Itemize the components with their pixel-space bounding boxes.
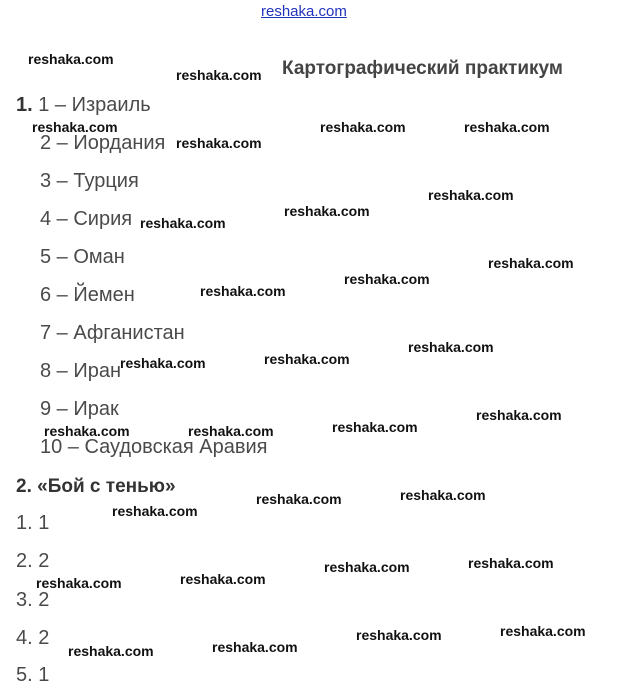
watermark: reshaka.com: [212, 639, 298, 655]
answer-item: 3. 2: [16, 589, 50, 611]
watermark: reshaka.com: [188, 423, 274, 439]
watermark: reshaka.com: [464, 119, 550, 135]
watermark: reshaka.com: [32, 119, 118, 135]
watermark: reshaka.com: [344, 271, 430, 287]
list-item: 10 – Саудовская Аравия: [40, 436, 268, 458]
watermark: reshaka.com: [256, 491, 342, 507]
watermark: reshaka.com: [356, 627, 442, 643]
answer-item: 5. 1: [16, 664, 50, 686]
watermark: reshaka.com: [400, 487, 486, 503]
watermark: reshaka.com: [476, 407, 562, 423]
watermark: reshaka.com: [180, 571, 266, 587]
list-item: 3 – Турция: [40, 170, 139, 192]
watermark: reshaka.com: [44, 423, 130, 439]
watermark: reshaka.com: [68, 643, 154, 659]
watermark: reshaka.com: [176, 67, 262, 83]
answer-item: 1. 1: [16, 512, 50, 534]
watermark: reshaka.com: [264, 351, 350, 367]
answer-item: 2. 2: [16, 550, 50, 572]
list-item: 5 – Оман: [40, 246, 125, 268]
watermark: reshaka.com: [28, 51, 114, 67]
watermark: reshaka.com: [500, 623, 586, 639]
list-item: 2 – Иордания: [40, 132, 166, 154]
watermark: reshaka.com: [324, 559, 410, 575]
list-item: 6 – Йемен: [40, 284, 135, 306]
watermark: reshaka.com: [120, 355, 206, 371]
list-item-1: [16, 94, 151, 117]
site-link[interactable]: reshaka.com: [261, 3, 347, 20]
watermark: reshaka.com: [332, 419, 418, 435]
page-title: Картографический практикум: [282, 58, 563, 79]
watermark: reshaka.com: [468, 555, 554, 571]
list-item: 8 – Иран: [40, 360, 122, 382]
watermark: reshaka.com: [140, 215, 226, 231]
list-item: 4 – Сирия: [40, 208, 133, 230]
list-item: 9 – Ирак: [40, 398, 119, 420]
watermark: reshaka.com: [176, 135, 262, 151]
watermark: reshaka.com: [284, 203, 370, 219]
section-heading: 2. «Бой с тенью»: [16, 476, 176, 497]
list-item: 7 – Афганистан: [40, 322, 185, 344]
section-number: 1.: [16, 94, 33, 116]
watermark: reshaka.com: [36, 575, 122, 591]
watermark: reshaka.com: [200, 283, 286, 299]
watermark: reshaka.com: [320, 119, 406, 135]
watermark: reshaka.com: [408, 339, 494, 355]
country-label: 1 – Израиль: [38, 94, 151, 116]
watermark: reshaka.com: [428, 187, 514, 203]
answer-item: 4. 2: [16, 627, 50, 649]
watermark: reshaka.com: [488, 255, 574, 271]
watermark: reshaka.com: [112, 503, 198, 519]
